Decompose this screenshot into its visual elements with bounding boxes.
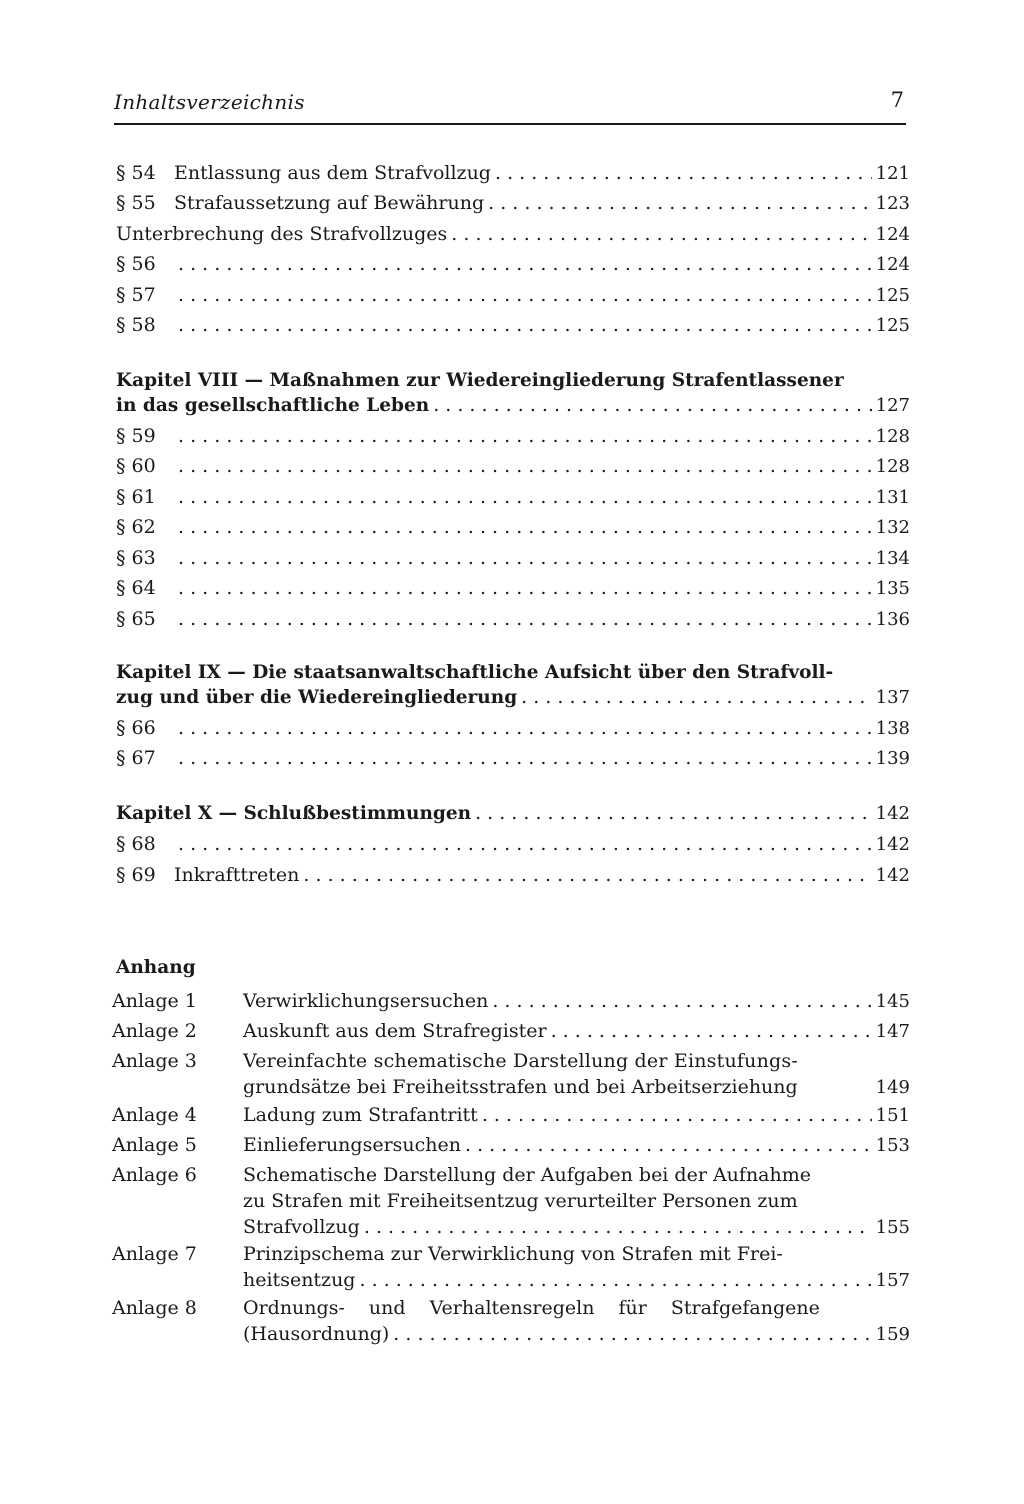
section-number: § 56	[116, 253, 156, 275]
toc-entry	[116, 253, 910, 281]
chapter-title: zug und über die Wiedereingliederung	[116, 687, 518, 708]
page-ref: 136	[875, 609, 910, 630]
page-ref: 149	[875, 1077, 910, 1098]
leader-dots	[475, 802, 872, 824]
appendix-tag: Anlage 8	[112, 1297, 197, 1319]
page-ref: 121	[875, 163, 910, 184]
section-number: § 66	[116, 717, 156, 739]
page-ref: 128	[875, 426, 910, 447]
toc-entry	[116, 577, 910, 605]
section-number: § 60	[116, 455, 156, 477]
leader-dots	[359, 1269, 871, 1291]
appendix-title: (Hausordnung)	[243, 1323, 390, 1345]
leader-dots	[521, 686, 872, 708]
toc-entry	[116, 284, 910, 312]
appendix-tag: Anlage 3	[112, 1050, 197, 1072]
toc-entry	[116, 516, 910, 544]
leader-dots	[178, 455, 872, 477]
chapter-title: Kapitel X — Schlußbestimmungen	[116, 803, 472, 824]
appendix-tag: Anlage 6	[112, 1164, 197, 1186]
entry-title: Strafaussetzung auf Bewährung	[174, 192, 485, 214]
leader-dots	[178, 516, 872, 538]
page-ref: 128	[875, 456, 910, 477]
appendix-title: Ordnungs- und Verhaltensregeln für Strafgefangene	[243, 1297, 820, 1319]
appendix-title: Schematische Darstellung der Aufgaben bei der Aufnahme	[243, 1164, 812, 1186]
appendix-title: zu Strafen mit Freiheitsentzug verurteilter Personen zum	[243, 1190, 798, 1212]
leader-dots	[451, 223, 871, 245]
section-number: § 65	[116, 608, 156, 630]
leader-dots	[178, 425, 872, 447]
leader-dots	[178, 547, 872, 569]
leader-dots	[178, 608, 872, 630]
appendix-title: Prinzipschema zur Verwirklichung von Strafen mit Frei-	[243, 1243, 783, 1265]
page-ref: 135	[875, 578, 910, 599]
page-ref: 142	[875, 803, 910, 824]
page-ref: 157	[875, 1270, 910, 1291]
leader-dots	[495, 162, 872, 184]
toc-entry	[116, 717, 910, 745]
page-ref: 137	[875, 687, 910, 708]
section-number: § 57	[116, 284, 156, 306]
toc-entry	[116, 314, 910, 342]
appendix-title: Vereinfachte schematische Darstellung der Einstufungs-	[243, 1050, 798, 1072]
appendix-title: heitsentzug	[243, 1269, 356, 1291]
leader-dots	[178, 833, 872, 855]
leader-dots	[488, 192, 872, 214]
section-number: § 59	[116, 425, 156, 447]
header-rule	[114, 123, 906, 125]
page-ref: 151	[875, 1105, 910, 1126]
appendix-title: Auskunft aus dem Strafregister	[243, 1020, 547, 1042]
section-number: § 69	[116, 864, 156, 886]
section-number: § 67	[116, 747, 156, 769]
toc-entry	[116, 455, 910, 483]
appendix-title: Ladung zum Strafantritt	[243, 1104, 478, 1126]
toc-entry	[116, 425, 910, 453]
page-ref: 138	[875, 718, 910, 739]
appendix-tag: Anlage 1	[112, 990, 197, 1012]
page-ref: 155	[875, 1217, 910, 1238]
page-ref: 131	[875, 487, 910, 508]
page-ref: 134	[875, 548, 910, 569]
page-ref: 139	[875, 748, 910, 769]
chapter-heading-line	[116, 686, 910, 714]
toc-entry	[116, 864, 910, 892]
leader-dots	[482, 1104, 872, 1126]
page-ref: 142	[875, 834, 910, 855]
section-number: § 68	[116, 833, 156, 855]
leader-dots	[551, 1020, 872, 1042]
chapter-heading: Kapitel VIII — Maßnahmen zur Wiedereingliederung Strafentlassener	[116, 370, 844, 391]
page-ref: 125	[875, 315, 910, 336]
leader-dots	[178, 486, 872, 508]
appendix-tag: Anlage 2	[112, 1020, 197, 1042]
page-ref: 145	[875, 991, 910, 1012]
page-ref: 127	[875, 395, 910, 416]
page-ref: 125	[875, 285, 910, 306]
appendix-title: Einlieferungsersuchen	[243, 1134, 461, 1156]
toc-entry	[116, 486, 910, 514]
page-ref: 153	[875, 1135, 910, 1156]
section-number: § 62	[116, 516, 156, 538]
page-ref: 123	[875, 193, 910, 214]
toc-entry	[116, 192, 910, 220]
running-header	[114, 86, 906, 126]
toc-entry	[116, 833, 910, 861]
section-number: § 64	[116, 577, 156, 599]
leader-dots	[303, 864, 871, 886]
section-number: § 54	[116, 162, 156, 184]
section-number: § 63	[116, 547, 156, 569]
toc-entry	[116, 162, 910, 190]
page-ref: 159	[875, 1324, 910, 1345]
toc-entry	[116, 223, 910, 251]
toc-entry	[116, 747, 910, 775]
page-ref: 132	[875, 517, 910, 538]
section-number: § 58	[116, 314, 156, 336]
page-ref: 147	[875, 1021, 910, 1042]
appendix-title: Verwirklichungsersuchen	[243, 990, 489, 1012]
entry-title: Unterbrechung des Strafvollzuges	[116, 223, 448, 245]
section-number: § 55	[116, 192, 156, 214]
appendix-title: Strafvollzug	[243, 1216, 360, 1238]
section-number: § 61	[116, 486, 156, 508]
leader-dots	[465, 1134, 872, 1156]
appendix-tag: Anlage 4	[112, 1104, 197, 1126]
appendix-heading: Anhang	[116, 957, 196, 978]
leader-dots	[178, 253, 872, 275]
page-ref: 142	[875, 865, 910, 886]
leader-dots	[393, 1323, 871, 1345]
leader-dots	[178, 717, 872, 739]
entry-title: Entlassung aus dem Strafvollzug	[174, 162, 491, 184]
page-ref: 124	[875, 254, 910, 275]
leader-dots	[178, 314, 872, 336]
chapter-heading: Kapitel IX — Die staatsanwaltschaftliche Aufsicht über den Strafvoll-	[116, 662, 834, 683]
appendix-tag: Anlage 5	[112, 1134, 197, 1156]
leader-dots	[178, 577, 872, 599]
toc-entry	[116, 547, 910, 575]
toc-entry	[116, 608, 910, 636]
chapter-title: in das gesellschaftliche Leben	[116, 395, 430, 416]
leader-dots	[178, 284, 872, 306]
appendix-title: grundsätze bei Freiheitsstrafen und bei Arbeitserziehung	[243, 1076, 798, 1098]
leader-dots	[178, 747, 872, 769]
leader-dots	[433, 394, 871, 416]
page-ref: 124	[875, 224, 910, 245]
entry-title: Inkrafttreten	[174, 864, 300, 886]
appendix-tag: Anlage 7	[112, 1243, 197, 1265]
header-title: Inhaltsverzeichnis	[114, 90, 305, 114]
header-page-number: 7	[890, 88, 904, 112]
chapter-heading-line	[116, 802, 910, 830]
leader-dots	[364, 1216, 872, 1238]
chapter-heading-line	[116, 394, 910, 422]
leader-dots	[492, 990, 871, 1012]
